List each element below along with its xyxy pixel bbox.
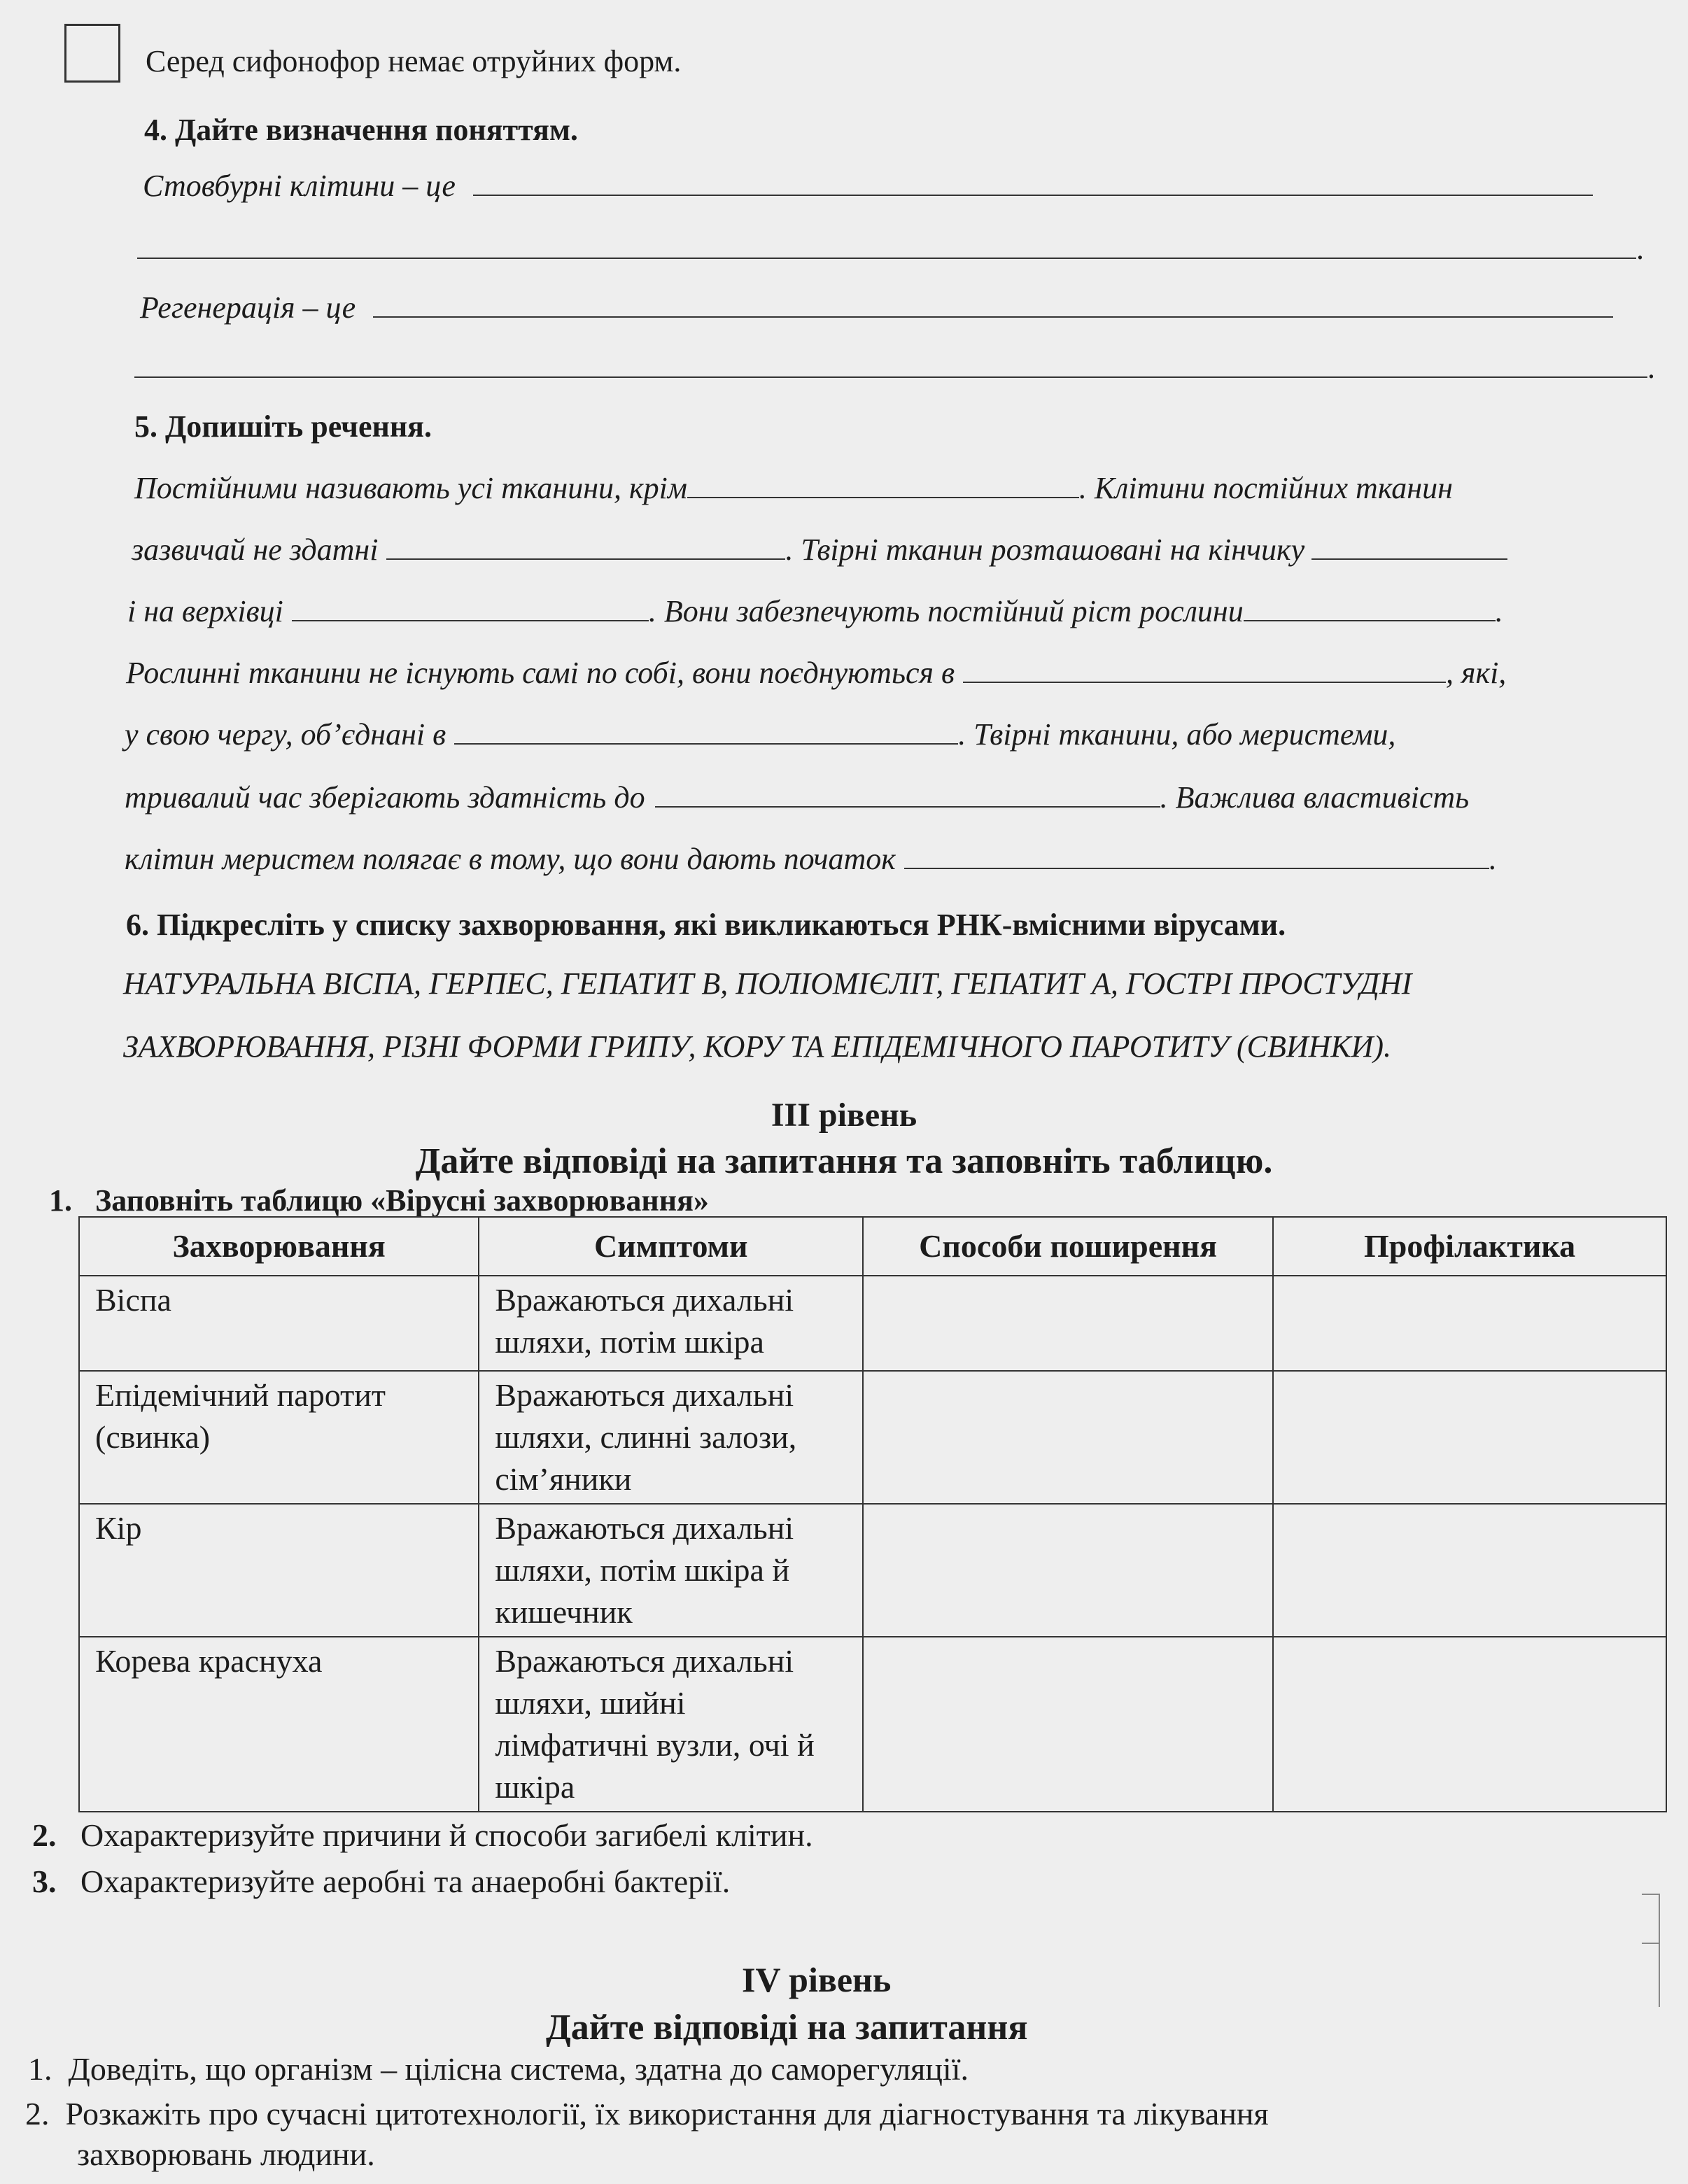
task5-line7 [125, 841, 1497, 877]
header-symptoms: Симптоми [479, 1217, 863, 1276]
table-header-row [79, 1217, 1666, 1276]
task5-text: . Твірні тканини, або меристеми, [958, 717, 1396, 752]
cell-spread[interactable] [863, 1371, 1273, 1504]
statement-text: Серед сифонофор немає отруйних форм. [146, 44, 682, 78]
cell-disease: Віспа [79, 1276, 479, 1371]
viral-diseases-table [78, 1216, 1667, 1812]
cell-spread[interactable] [863, 1276, 1273, 1371]
answer-checkbox[interactable] [64, 24, 120, 83]
cell-prevention[interactable] [1273, 1276, 1666, 1371]
q-number: 1. [49, 1183, 72, 1218]
cell-disease: Епідемічний паротит (свинка) [79, 1371, 479, 1504]
cell-symptoms: Вражаються дихальні шляхи, слинні залози, сім’яники [479, 1371, 863, 1504]
task5-blank-4[interactable] [292, 596, 649, 621]
q-number: 3. [32, 1864, 57, 1899]
table-row [79, 1504, 1666, 1637]
header-disease: Захворювання [79, 1217, 479, 1276]
cell-symptoms: Вражаються дихальні шляхи, потім шкіра й кишечник [479, 1504, 863, 1637]
cell-disease: Кір [79, 1504, 479, 1637]
q-number: 2. [25, 2096, 50, 2132]
level3-q3 [32, 1863, 730, 1900]
table-row [79, 1276, 1666, 1371]
task4-def2-blank-2[interactable] [134, 353, 1647, 378]
task5-text: у свою чергу, об’єднані в [125, 717, 446, 752]
task5-text: . Клітини постійних тканин [1078, 471, 1453, 505]
task5-text: . Твірні тканин розташовані на кінчику [785, 533, 1305, 567]
task5-text: і на верхівці [127, 594, 283, 628]
table-row [79, 1637, 1666, 1812]
cell-prevention[interactable] [1273, 1637, 1666, 1812]
period: . [1495, 594, 1503, 628]
task5-text: . Вони забезпечують постійний ріст рослини [648, 594, 1244, 628]
level4-q2 [25, 2095, 1269, 2132]
task4-title: 4. Дайте визначення поняттям. [144, 113, 578, 147]
page-corner-mark [1642, 1894, 1660, 2007]
task4-def1-label: Стовбурні клітини – це [143, 169, 456, 203]
task5-blank-3[interactable] [1311, 535, 1507, 560]
task5-line5 [125, 717, 1395, 752]
task6-list-line1[interactable]: НАТУРАЛЬНА ВІСПА, ГЕРПЕС, ГЕПАТИТ В, ПОЛІОМІЄЛІТ, ГЕПАТИТ А, ГОСТРІ ПРОСТУДНІ [123, 966, 1412, 1001]
task5-blank-5[interactable] [1244, 596, 1496, 621]
cell-symptoms: Вражаються дихальні шляхи, потім шкіра [479, 1276, 863, 1371]
task5-line2 [132, 532, 1507, 568]
task5-text: . Важлива властивість [1160, 780, 1470, 815]
task5-blank-2[interactable] [386, 535, 785, 560]
cell-spread[interactable] [863, 1637, 1273, 1812]
cell-prevention[interactable] [1273, 1371, 1666, 1504]
q-text: Охарактеризуйте аеробні та анаеробні бактерії. [80, 1864, 731, 1899]
task4-def1-blank-2[interactable] [137, 234, 1636, 259]
level4-heading: IV рівень [742, 1960, 892, 1999]
header-spread: Способи поширення [863, 1217, 1273, 1276]
task6-list-line2[interactable]: ЗАХВОРЮВАННЯ, РІЗНІ ФОРМИ ГРИПУ, КОРУ ТА ЕПІДЕМІЧНОГО ПАРОТИТУ (СВИНКИ). [123, 1029, 1392, 1064]
task5-blank-8[interactable] [655, 782, 1160, 808]
task5-line1 [134, 470, 1453, 506]
level3-heading: ІІІ рівень [771, 1097, 917, 1134]
task5-line3 [127, 593, 1503, 629]
task4-def2-blank[interactable] [373, 293, 1613, 318]
task4-def1-row [143, 168, 1593, 204]
level3-subheading: Дайте відповіді на запитання та заповніть таблицю. [415, 1141, 1273, 1181]
cell-spread[interactable] [863, 1504, 1273, 1637]
period: . [1636, 232, 1644, 266]
task5-blank-6[interactable] [963, 658, 1446, 683]
level3-q2 [32, 1817, 813, 1854]
task5-text: зазвичай не здатні [132, 533, 379, 567]
task5-title: 5. Допишіть речення. [134, 409, 432, 444]
task5-text: клітин меристем полягає в тому, що вони дають початок [125, 842, 896, 876]
level4-q1 [28, 2050, 969, 2087]
task5-blank-9[interactable] [904, 844, 1489, 869]
task4-def1-blank[interactable] [473, 171, 1593, 196]
task4-def2-row [140, 290, 1613, 325]
task5-line4 [126, 655, 1506, 691]
q-text: Доведіть, що організм – цілісна система, здатна до саморегуляції. [68, 2051, 969, 2087]
period: . [1647, 351, 1655, 385]
level3-q1 [49, 1183, 709, 1218]
cell-symptoms: Вражаються дихальні шляхи, шийні лімфатичні вузли, очі й шкіра [479, 1637, 863, 1812]
task5-blank-1[interactable] [687, 473, 1079, 498]
task5-text: Постійними називають усі тканини, крім [134, 471, 687, 505]
task5-text: Рослинні тканини не існують самі по собі, вони поєднуються в [126, 656, 955, 690]
q-number: 2. [32, 1817, 57, 1853]
task4-def2-cont-row [134, 350, 1655, 386]
task5-line6 [125, 780, 1469, 815]
q-number: 1. [28, 2051, 52, 2087]
task4-def1-cont-row [137, 231, 1644, 267]
task5-blank-7[interactable] [454, 719, 958, 745]
q-text: Охарактеризуйте причини й способи загибелі клітин. [80, 1817, 813, 1853]
header-prevention: Профілактика [1273, 1217, 1666, 1276]
cell-disease: Корева краснуха [79, 1637, 479, 1812]
level4-q2-cont: захворювань людини. [77, 2136, 375, 2172]
level4-subheading: Дайте відповіді на запитання [546, 2008, 1028, 2048]
period: . [1489, 842, 1497, 876]
task6-title: 6. Підкресліть у списку захворювання, які викликаються РНК-вмісними вірусами. [126, 908, 1286, 942]
q-text: Розкажіть про сучасні цитотехнології, їх використання для діагностування та лікування [65, 2096, 1269, 2132]
q-text: Заповніть таблицю «Вірусні захворювання» [95, 1183, 709, 1218]
task5-text: , які, [1446, 656, 1507, 690]
task4-def2-label: Регенерація – це [140, 290, 356, 325]
page-corner-tick [1642, 1943, 1659, 1944]
table-row [79, 1371, 1666, 1504]
cell-prevention[interactable] [1273, 1504, 1666, 1637]
task5-text: тривалий час зберігають здатність до [125, 780, 645, 815]
